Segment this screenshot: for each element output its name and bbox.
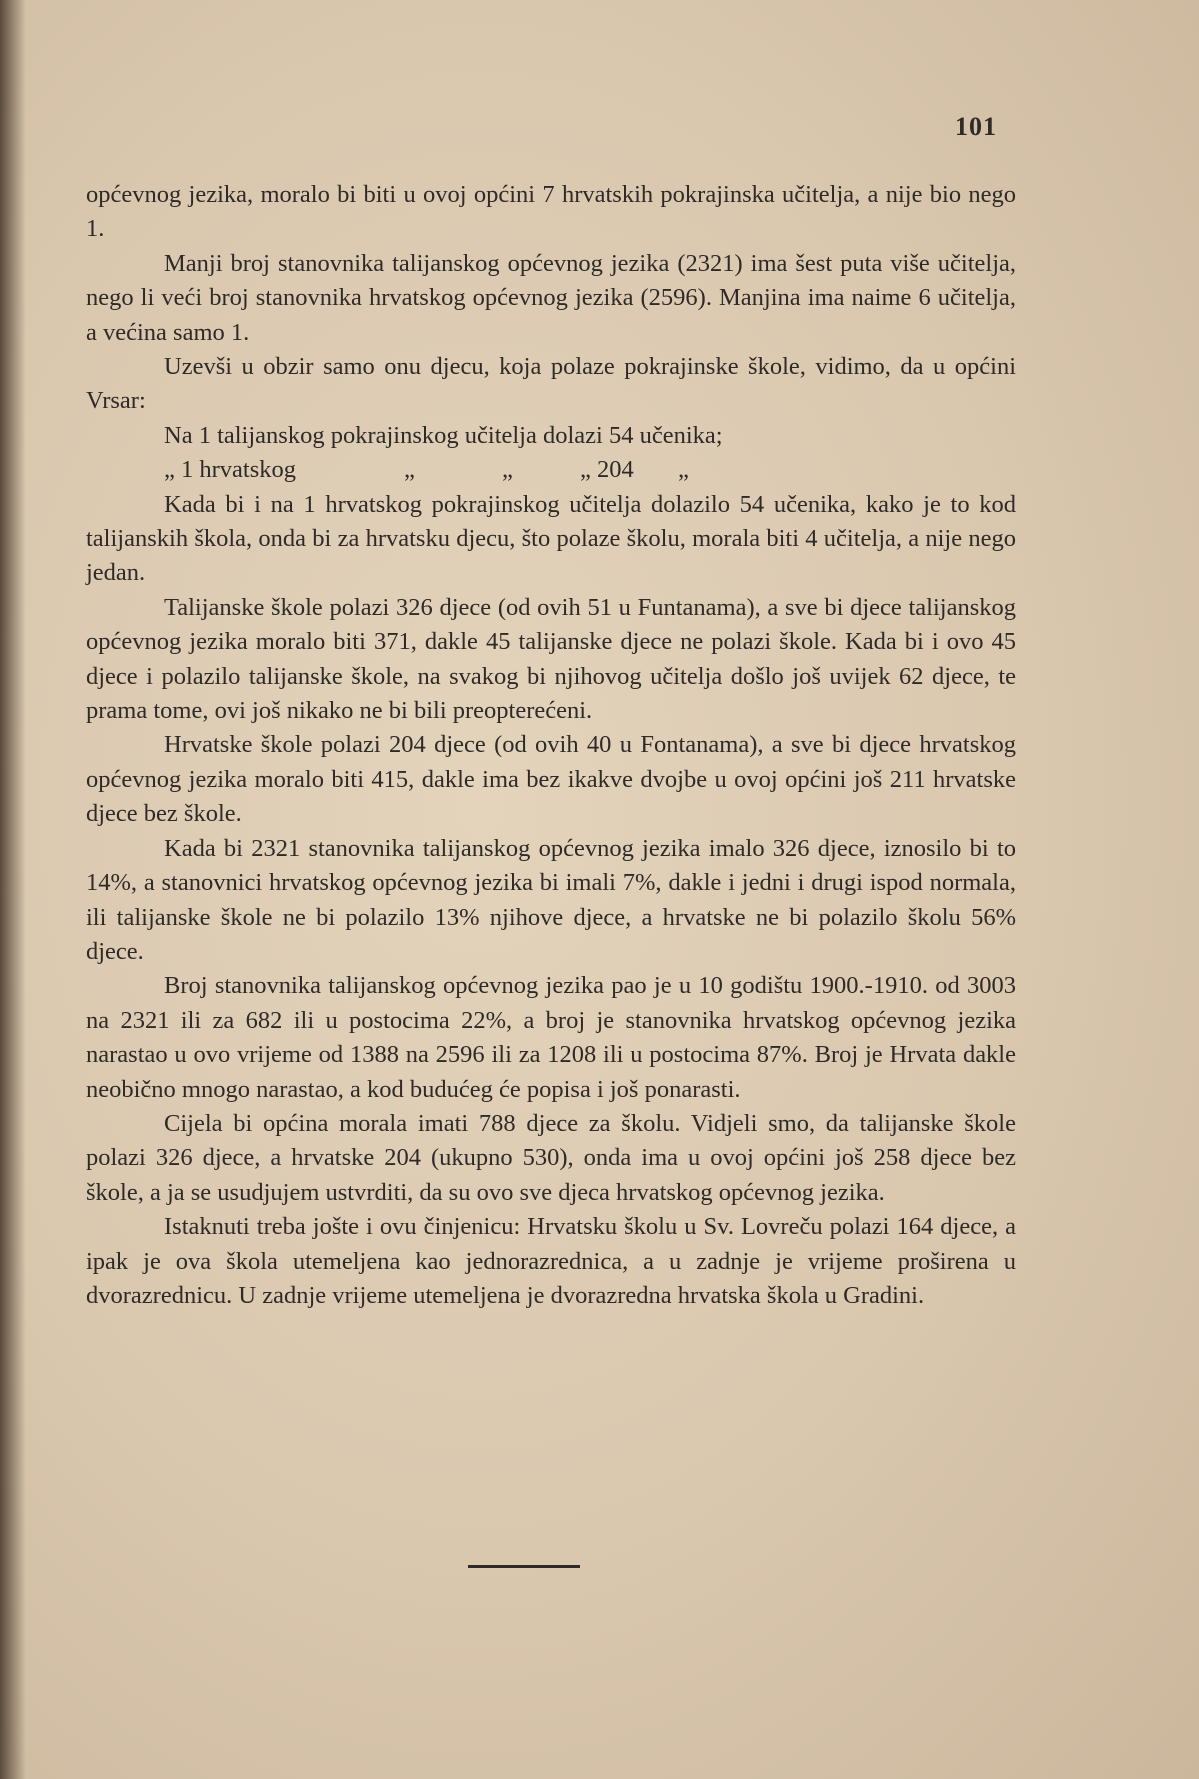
- paragraph-5: Talijanske škole polazi 326 djece (od ovih 51 u Funtanama), a sve bi djece talijanskog općevnog jezika moralo biti 371, dakle 45 talijanske djece ne polazi škole. Kada bi i ovo 45 djece i polazilo talijanske škole, na svakog bi njihovog učitelja došlo još uvijek 62 djece, te prama tome, ovi još nikako ne bi bili preopterećeni.: [86, 593, 1016, 725]
- page-edge-shadow: [0, 0, 26, 1779]
- paragraph-6: Hrvatske škole polazi 204 djece (od ovih 40 u Fontanama), a sve bi djece hrvatskog općevnog jezika moralo biti 415, dakle ima bez ikakve dvojbe u ovoj općini još 211 hrvatske djece bez škole.: [86, 731, 1016, 828]
- end-rule: [468, 1565, 580, 1568]
- ratio-cell-ditto-1: „: [404, 456, 415, 484]
- ratio-table: [86, 419, 1016, 488]
- page-number: 101: [955, 112, 997, 141]
- paragraph-7: Kada bi 2321 stanovnika talijanskog općevnog jezika imalo 326 djece, iznosilo bi to 14%, a stanovnici hrvatskog općevnog jezika bi imali 7%, dakle i jedni i drugi ispod normala, ili talijanske škole ne bi polazilo 13% njihove djece, a hrvatske ne bi polazilo školu 56% djece.: [86, 834, 1016, 965]
- paragraph-2: Manji broj stanovnika talijanskog općevnog jezika (2321) ima šest puta više učitelja, nego li veći broj stanovnika hrvatskog općevnog jezika (2596). Manjina ima naime 6 učitelja, a većina samo 1.: [86, 249, 1016, 346]
- ratio-cell-label: „ 1 hrvatskog: [164, 456, 296, 484]
- paragraph-10: Istaknuti treba jošte i ovu činjenicu: Hrvatsku školu u Sv. Lovreču polazi 164 djece, a ipak je ova škola utemeljena kao jednorazrednica, a u zadnje je vrijeme proširena u dvorazrednicu. U zadnje vrijeme utemeljena je dvorazredna hrvatska škola u Gradini.: [86, 1213, 1016, 1309]
- ratio-cell-ditto-3: „: [678, 456, 689, 484]
- paragraph-3: Uzevši u obzir samo onu djecu, koja polaze pokrajinske škole, vidimo, da u općini Vrsar:: [86, 353, 1016, 415]
- ratio-cell-value: „ 204: [580, 456, 634, 484]
- paragraph-8: Broj stanovnika talijanskog općevnog jezika pao je u 10 godištu 1900.-1910. od 3003 na 2321 ili za 682 ili u postocima 22%, a broj je stanovnika hrvatskog općevnog jezika narastao u ovo vrijeme od 1388 na 2596 ili za 1208 ili u postocima 87%. Broj je Hrvata dakle neobično mnogo narastao, a kod budućeg će popisa i još ponarasti.: [86, 972, 1016, 1103]
- paragraph-1: općevnog jezika, moralo bi biti u ovoj općini 7 hrvatskih pokrajinska učitelja, a nije bio nego 1.: [86, 181, 1016, 243]
- ratio-row-italian: [86, 419, 1016, 453]
- paragraph-4: Kada bi i na 1 hrvatskog pokrajinskog učitelja dolazilo 54 učenika, kako je to kod talijanskih škola, onda bi za hrvatsku djecu, što polaze školu, morala biti 4 učitelja, a nije nego jedan.: [86, 490, 1016, 587]
- ratio-row-italian-text: Na 1 talijanskog pokrajinskog učitelja dolazi 54 učenika;: [164, 421, 723, 449]
- paragraph-9: Cijela bi općina morala imati 788 djece za školu. Vidjeli smo, da talijanske škole polazi 326 djece, a hrvatske 204 (ukupno 530), onda ima u ovoj općini još 258 djece bez škole, a ja se usudjujem ustvrditi, da su ovo sve djeca hrvatskog općevnog jezika.: [86, 1109, 1016, 1206]
- ratio-cell-ditto-2: „: [502, 456, 513, 484]
- body-text: [86, 178, 1016, 1313]
- ratio-row-croatian: [86, 453, 1016, 487]
